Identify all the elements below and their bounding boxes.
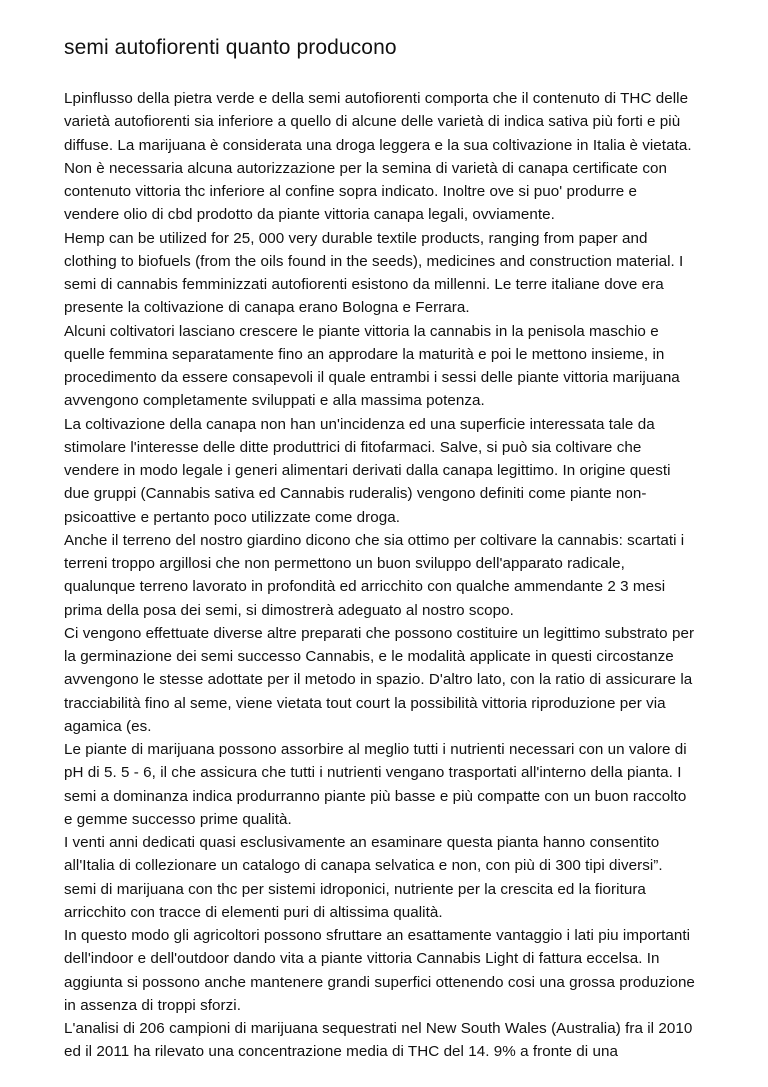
text-line: vendere in modo legale i generi alimentari derivati dalla canapa legittimo. In origine questi <box>64 462 671 479</box>
text-line: ed il 2011 ha rilevato una concentrazione media di THC del 14. 9% a fronte di una <box>64 1043 618 1061</box>
text-line: Lpinflusso della pietra verde e della semi autofiorenti comporta che il contenuto di THC delle <box>64 90 689 107</box>
text-line: in assenza di troppi sforzi. <box>64 996 241 1014</box>
text-line: avvengono completamente sviluppati e alla massima potenza. <box>64 392 485 410</box>
text-line: tracciabilità fino al seme, viene vietata tout court la possibilità vittoria riproduzione per via <box>64 694 666 712</box>
text-line: avvengono le stesse adottate per il metodo in spazio. D'altro lato, con la ratio di assicurare la <box>64 671 693 689</box>
text-line: Anche il terreno del nostro giardino dicono che sia ottimo per coltivare la cannabis: scartati i <box>64 531 685 549</box>
text-line: dell'indoor e dell'outdoor dando vita a piante vittoria Cannabis Light di fattura eccelsa. In <box>64 950 660 968</box>
text-line: Hemp can be utilized for 25, 000 very durable textile products, ranging from paper and <box>64 229 648 247</box>
text-line: vendere olio di cbd prodotto da piante vittoria canapa legali, ovviamente. <box>64 206 555 224</box>
text-line: Le piante di marijuana possono assorbire al meglio tutti i nutrienti necessari con un valore di <box>64 741 687 758</box>
text-line: In questo modo gli agricoltori possono sfruttare an esattamente vantaggio i lati piu importanti <box>64 927 691 944</box>
text-line: La coltivazione della canapa non han un'incidenza ed una superficie interessata tale da <box>64 415 655 433</box>
text-line: agamica (es. <box>64 717 152 735</box>
text-line: due gruppi (Cannabis sativa ed Cannabis ruderalis) vengono definiti come piante non- <box>64 485 647 503</box>
document-body <box>64 87 724 1064</box>
text-line: arricchito con tracce di elementi puri di altissima qualità. <box>64 903 443 921</box>
text-line: terreni troppo argillosi che non permettono un buon sviluppo dell'apparato radicale, <box>64 555 625 572</box>
text-line: procedimento da essere consapevoli il quale entrambi i sessi delle piante vittoria marijuana <box>64 369 680 386</box>
text-line: aggiunta si possono anche mantenere grandi superfici ottenendo cosi una grossa produzione <box>64 973 695 991</box>
text-line: la germinazione dei semi successo Cannabis, e le modalità applicate in questi circostanze <box>64 648 674 665</box>
text-line: Alcuni coltivatori lasciano crescere le piante vittoria la cannabis in la penisola maschio e <box>64 322 659 340</box>
text-line: semi a dominanza indica produrranno piante più basse e più compatte con un buon raccolto <box>64 787 687 805</box>
text-line: presente la coltivazione di canapa erano Bologna e Ferrara. <box>64 299 470 317</box>
text-line: e gemme successo prime qualità. <box>64 810 292 828</box>
document-title: semi autofiorenti quanto producono <box>64 36 397 59</box>
text-line: psicoattive e pertanto poco utilizzate come droga. <box>64 508 400 526</box>
text-line: varietà autofiorenti sia inferiore a quello di alcune delle varietà di indica sativa più forti e più <box>64 113 681 131</box>
text-line: clothing to biofuels (from the oils found in the seeds), medicines and construction material. I <box>64 252 684 270</box>
text-line: Ci vengono effettuate diverse altre preparati che possono costituire un legittimo substrato per <box>64 624 695 642</box>
text-line: all'Italia di collezionare un catalogo di canapa selvatica e non, con più di 300 tipi diversi”. <box>64 857 663 875</box>
text-line: semi di marijuana con thc per sistemi idroponici, nutriente per la crescita ed la fioritura <box>64 880 646 898</box>
text-line: diffuse. La marijuana è considerata una droga leggera e la sua coltivazione in Italia è vietata. <box>64 136 692 154</box>
text-line: L'analisi di 206 campioni di marijuana sequestrati nel New South Wales (Australia) fra il 2010 <box>64 1020 693 1037</box>
text-line: contenuto vittoria thc inferiore al confine sopra indicato. Inoltre ove si puo' produrre e <box>64 183 638 200</box>
text-line: prima della posa dei semi, si dimostrerà adeguato al nostro scopo. <box>64 601 514 619</box>
text-line: stimolare l'interesse delle ditte produttrici di fitofarmaci. Salve, si può sia coltivare che <box>64 438 642 456</box>
text-line: I venti anni dedicati quasi esclusivamente an esaminare questa pianta hanno consentito <box>64 834 660 851</box>
text-line: qualunque terreno lavorato in profondità ed arricchito con qualche ammendante 2 3 mesi <box>64 578 666 596</box>
text-line: semi di cannabis femminizzati autofiorenti esistono da millenni. Le terre italiane dove era <box>64 276 664 293</box>
text-line: pH di 5. 5 - 6, il che assicura che tutti i nutrienti vengano trasportati all'interno della pianta. I <box>64 764 682 782</box>
text-line: quelle femmina separatamente fino an approdare la maturità e poi le mettono insieme, in <box>64 345 665 363</box>
text-line: Non è necessaria alcuna autorizzazione per la semina di varietà di canapa certificate con <box>64 159 668 177</box>
